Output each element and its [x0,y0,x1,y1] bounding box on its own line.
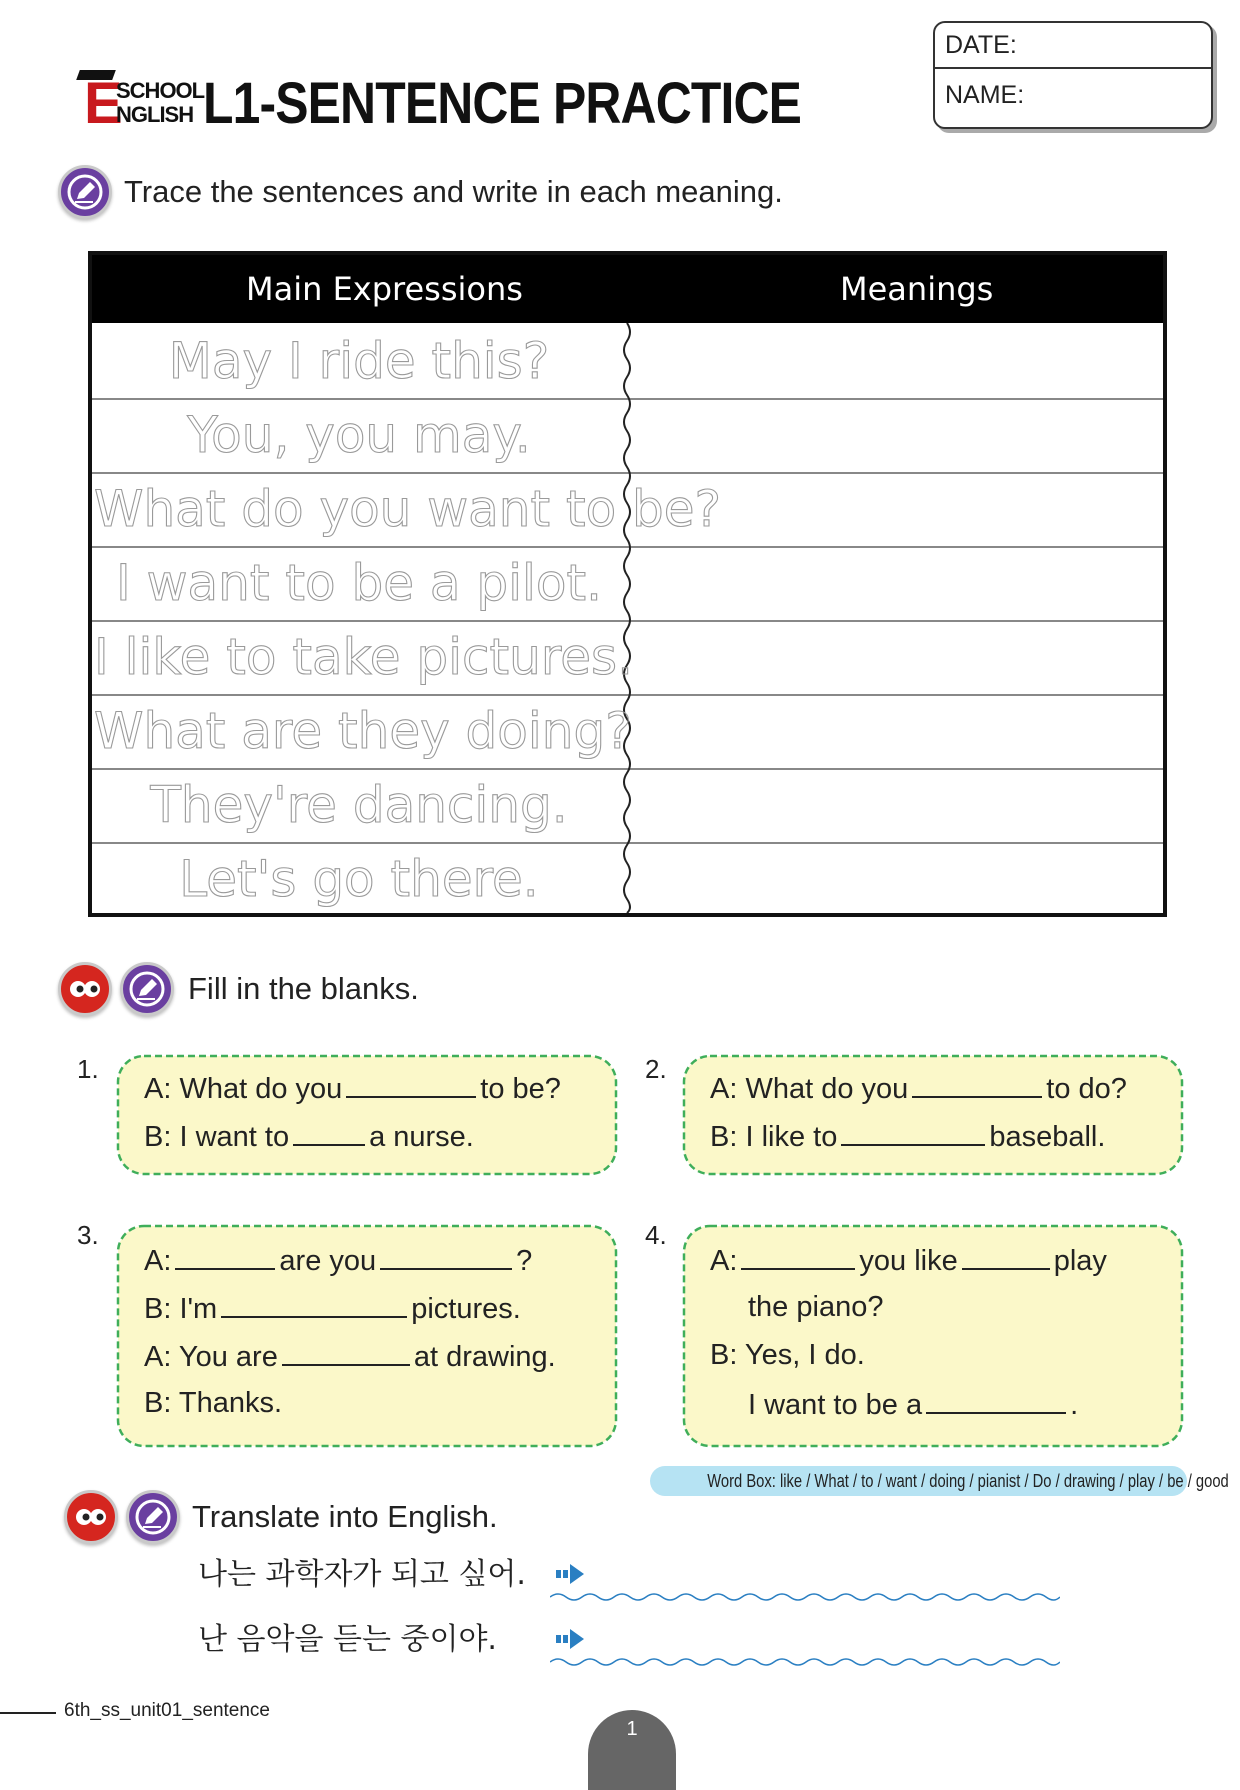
exercise-line: B: Yes, I do. [710,1339,865,1371]
exercise-number: 4. [645,1220,667,1250]
trace-sentence: You, you may. [187,406,531,464]
eyes-icon [58,962,112,1016]
trace-sentence: I want to be a pilot. [116,554,602,612]
line-text: B: I like to [710,1121,838,1153]
arrow-icon [556,1564,584,1584]
line-text: . [1070,1389,1079,1421]
name-label: NAME: [945,81,1025,109]
line-text: B: I'm [144,1293,218,1325]
answer-blank[interactable] [346,1070,476,1098]
line-text: A: What do you [710,1073,909,1105]
answer-blank[interactable] [841,1118,985,1146]
trace-sentence: What do you want to be? [94,480,722,538]
section3-instruction: Translate into English. [192,1499,498,1534]
answer-blank[interactable] [380,1242,512,1270]
exercise-number: 1. [77,1054,99,1084]
exercise-line: B: Thanks. [144,1387,283,1419]
exercise-line [748,1386,1078,1422]
trace-sentence: I like to take pictures. [94,628,633,686]
line-text: A: You are [144,1341,278,1373]
exercise-number: 2. [645,1054,667,1084]
exercise-line [144,1290,521,1326]
exercise-line [144,1118,474,1154]
logo-initial: E [84,71,123,136]
answer-blank[interactable] [175,1242,275,1270]
answer-blank[interactable] [912,1070,1042,1098]
footer-rule [0,1712,56,1714]
eyes-icon [64,1490,118,1544]
word-box [650,1466,1229,1496]
exercise-box-4 [680,1222,1186,1450]
date-label: DATE: [945,31,1017,59]
pencil-icon [120,962,174,1016]
col-expressions-header: Main Expressions [246,270,523,308]
date-name-box [933,21,1213,129]
line-text: at drawing. [413,1341,556,1373]
logo-line2: NGLISH [116,102,194,127]
trace-sentence: May I ride this? [168,332,550,390]
school-english-logo [78,70,205,136]
exercise-line [144,1242,532,1278]
line-text: are you [279,1245,377,1277]
korean-prompt-2: 난 음악을 듣는 중이야. [198,1622,497,1657]
word-box-text: Word Box: like / What / to / want / doing / pianist / Do / drawing / play / be / good [707,1471,1229,1491]
table-header [92,255,1163,323]
line-text: to do? [1046,1073,1127,1105]
exercise-line [144,1070,561,1106]
exercise-line [710,1070,1127,1106]
exercise-box-3 [114,1222,620,1450]
trace-sentence: Let's go there. [179,850,539,908]
answer-blank[interactable] [221,1290,407,1318]
exercise-line [710,1242,1107,1278]
line-text: to be? [480,1073,561,1105]
page-number: 1 [626,1718,638,1740]
trace-sentence: What are they doing? [94,702,632,760]
answer-blank[interactable] [926,1386,1066,1414]
pencil-icon [58,165,112,219]
line-text: A: [144,1245,172,1277]
answer-blank[interactable] [282,1338,410,1366]
exercise-number: 3. [77,1220,99,1250]
section2-instruction: Fill in the blanks. [188,971,419,1006]
line-text: a nurse. [369,1121,474,1153]
pencil-icon [126,1490,180,1544]
korean-prompt-1: 나는 과학자가 되고 싶어. [198,1557,526,1592]
answer-blank[interactable] [741,1242,855,1270]
trace-sentence: They're dancing. [150,776,568,834]
line-text: ? [516,1245,533,1277]
footer-code: 6th_ss_unit01_sentence [64,1700,270,1721]
exercise-box-1 [114,1052,620,1178]
line-text: play [1053,1245,1107,1277]
exercise-line: the piano? [748,1291,884,1323]
line-text: A: [710,1245,738,1277]
exercise-line [144,1338,556,1374]
line-text: A: What do you [144,1073,343,1105]
answer-line[interactable] [550,1655,1060,1669]
section1-instruction: Trace the sentences and write in each meaning. [124,174,783,209]
logo-line1: SCHOOL [116,78,205,103]
line-text: I want to be a [748,1389,923,1421]
exercise-box-2 [680,1052,1186,1178]
answer-line[interactable] [550,1590,1060,1604]
arrow-icon [556,1629,584,1649]
exercise-line [710,1118,1105,1154]
tracing-table [88,251,1167,917]
line-text: you like [859,1245,958,1277]
line-text: pictures. [411,1293,521,1325]
answer-blank[interactable] [962,1242,1050,1270]
info-divider [935,67,1211,69]
line-text: baseball. [989,1121,1106,1153]
col-meanings-header: Meanings [840,270,994,308]
answer-blank[interactable] [293,1118,365,1146]
line-text: B: I want to [144,1121,290,1153]
page-title: L1-SENTENCE PRACTICE [203,71,802,136]
